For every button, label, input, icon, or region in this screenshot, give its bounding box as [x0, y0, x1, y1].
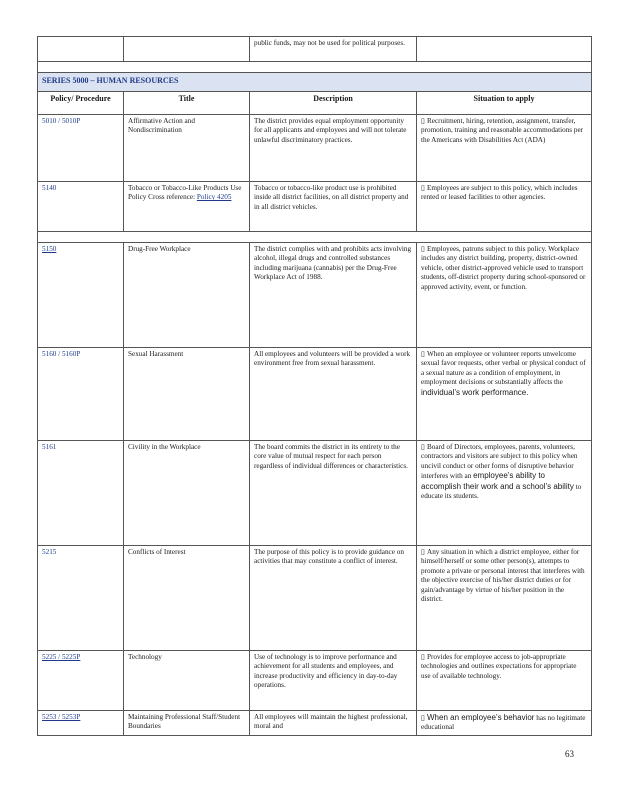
- policy-situation: ▯ Recruitment, hiring, retention, assignment, transfer, promotion, training and reasonable accommodations per the Americans with Disabilities Act (ADA): [421, 117, 584, 144]
- table-row: [38, 440, 591, 545]
- policy-link[interactable]: 5140: [38, 182, 124, 231]
- policy-title: Affirmative Action and Nondiscrimination: [124, 115, 250, 181]
- table-row: [38, 347, 591, 440]
- policy-title: Civility in the Workplace: [124, 441, 250, 545]
- bullet-icon: ▯: [421, 653, 425, 661]
- bullet-icon: ▯: [421, 714, 425, 722]
- table-row: [38, 114, 591, 181]
- policy-description: All employees will maintain the highest professional, moral and: [250, 711, 417, 735]
- policy-situation: ▯ Provides for employee access to job-appropriate technologies and outlines expectations for appropriate use of available technology.: [421, 653, 577, 680]
- policy-description: The board commits the district in its entirety to the core value of mutual respect for each person regardless of individual differences or characteristics.: [250, 441, 417, 545]
- policy-link[interactable]: 5253 / 5253P: [38, 711, 124, 735]
- col-header-title: Title: [124, 92, 250, 114]
- policy-title: Maintaining Professional Staff/Student Boundaries: [124, 711, 250, 735]
- policy-description: The purpose of this policy is to provide guidance on activities that may constitute a conflict of interest.: [250, 546, 417, 650]
- policy-situation: ▯ Employees, patrons subject to this policy. Workplace includes any district building, property, district-owned vehicle, other district-approved vehicle used to transport students, off-district property during school-sponsored or approved activity, event, or function.: [421, 245, 586, 291]
- policy-link[interactable]: 5225 / 5225P: [38, 651, 124, 710]
- col-header-description: Description: [250, 92, 417, 114]
- policy-situation: ▯ When an employee’s behavior has no legitimate educational: [421, 713, 586, 732]
- series-heading: SERIES 5000 – HUMAN RESOURCES: [38, 72, 591, 91]
- policy-situation: ▯ Board of Directors, employees, parents, volunteers, contractors and visitors are subject to this policy when uncivil conduct or other forms of disruptive behavior interferes with an employee’s ability to accomplish their work and a school’s ability to educate its students.: [421, 443, 582, 501]
- policy-description: All employees and volunteers will be provided a work environment free from sexual harassment.: [250, 348, 417, 440]
- table-row: [38, 242, 591, 347]
- policy-link[interactable]: 5010 / 5010P: [38, 115, 124, 181]
- policy-description: Use of technology is to improve performance and achievement for all students and employees, and increase productivity and efficiency in day-to-day operations.: [250, 651, 417, 710]
- spacer: [38, 61, 591, 72]
- table-row: [38, 181, 591, 231]
- bullet-icon: ▯: [421, 443, 425, 451]
- col-header-policy: Policy/ Procedure: [38, 92, 124, 114]
- policy-title: Technology: [124, 651, 250, 710]
- header-row: [38, 91, 591, 114]
- policy-situation: ▯ When an employee or volunteer reports unwelcome sexual favor requests, other verbal or physical conduct of a sexual nature as a condition of employment, in employment decisions or substantially affects the individual’s work performance.: [421, 350, 586, 397]
- policy-link[interactable]: 5150: [38, 243, 124, 347]
- policy-title: Tobacco or Tobacco-Like Products Use Policy Cross reference: Policy 4205: [124, 182, 250, 231]
- policy-situation: ▯ Any situation in which a district employee, either for himself/herself or some other person(s), attempts to promote a private or personal interest that interferes with the objective exercise of his/her district duties or for gain/advantage by virtue of his/her position in the district.: [421, 548, 585, 604]
- page-number: 63: [565, 749, 574, 759]
- table-row: [38, 710, 591, 735]
- policy-link[interactable]: 5160 / 5160P: [38, 348, 124, 440]
- col-header-situation: Situation to apply: [417, 92, 591, 114]
- policy-situation: ▯ Employees are subject to this policy, which includes rented or leased facilities to other agencies.: [421, 184, 578, 202]
- policy-link[interactable]: 5215: [38, 546, 124, 650]
- table-row-continued: [38, 36, 591, 61]
- spacer: [38, 231, 591, 242]
- cross-reference-link[interactable]: Policy 4205: [196, 193, 232, 202]
- bullet-icon: ▯: [421, 548, 425, 556]
- table-row: [38, 650, 591, 710]
- policy-description: The district complies with and prohibits acts involving alcohol, illegal drugs and controlled substances including marijuana (cannabis) per the Drug-Free Workplace Act of 1988.: [250, 243, 417, 347]
- policy-title: Sexual Harassment: [124, 348, 250, 440]
- policy-link[interactable]: 5161: [38, 441, 124, 545]
- policy-title: Drug-Free Workplace: [124, 243, 250, 347]
- policy-table: [37, 36, 592, 736]
- bullet-icon: ▯: [421, 184, 425, 192]
- bullet-icon: ▯: [421, 245, 425, 253]
- bullet-icon: ▯: [421, 350, 425, 358]
- bullet-icon: ▯: [421, 117, 425, 125]
- description-cell: public funds, may not be used for political purposes.: [250, 37, 417, 61]
- policy-title: Conflicts of Interest: [124, 546, 250, 650]
- policy-description: Tobacco or tobacco-like product use is prohibited inside all district facilities, on all district property and in all district vehicles.: [250, 182, 417, 231]
- policy-description: The district provides equal employment opportunity for all applicants and employees and will not tolerate unlawful discriminatory practices.: [250, 115, 417, 181]
- table-row: [38, 545, 591, 650]
